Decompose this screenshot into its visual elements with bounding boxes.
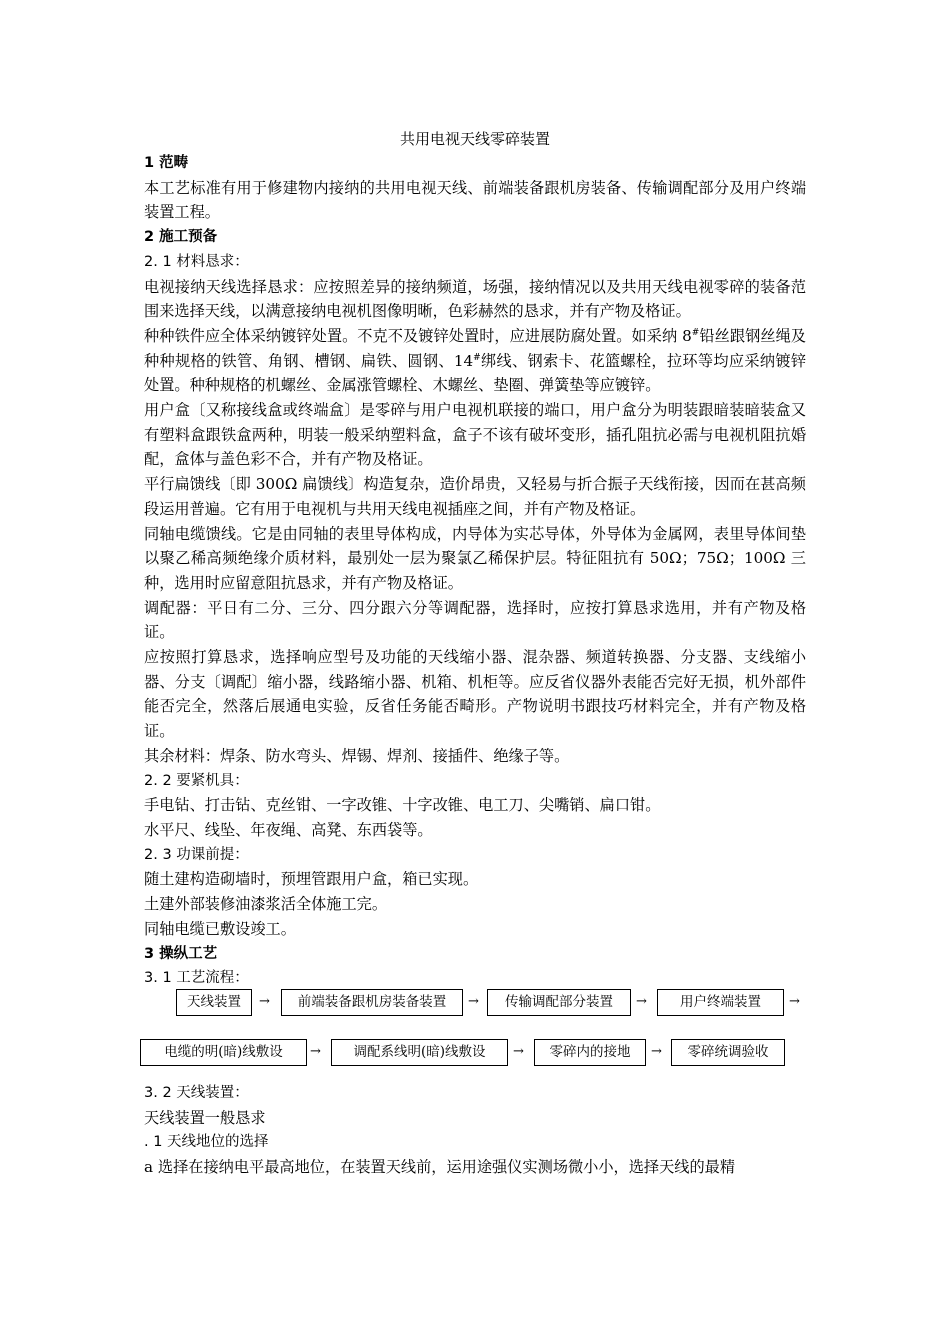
paragraph-flat-feeder: 平行扁馈线〔即 300Ω 扁馈线〕构造复杂，造价昂贵，又轻易与折合振子天线衔接，因而在甚高频段运用普遍。它有用于电视机与共用天线电视插座之间，并有产物及格证。: [144, 475, 806, 518]
arrow-icon: →: [468, 993, 479, 1009]
paragraph-condition-2: 土建外部装修油漆浆活全体施工完。: [144, 895, 387, 914]
flow-step: 用户终端装置: [657, 989, 784, 1016]
section-3-2-1-heading: . 1 天线地位的选择: [144, 1134, 269, 1151]
section-1-text: 本工艺标准有用于修建物内接纳的共用电视天线、前端装备跟机房装备、传输调配部分及用户终端装置工程。: [144, 178, 806, 222]
paragraph-other-materials: 其余材料：焊条、防水弯头、焊锡、焊剂、接插件、绝缘子等。: [144, 746, 570, 765]
paragraph-tools-2: 水平尺、线坠、年夜绳、高凳、东西袋等。: [144, 820, 433, 839]
superscript: #: [691, 327, 700, 338]
flow-step: 传输调配部分装置: [487, 989, 631, 1016]
flow-step: 天线装置: [176, 989, 252, 1016]
arrow-icon: →: [259, 993, 270, 1009]
arrow-icon: →: [651, 1043, 662, 1059]
paragraph-tools-1: 手电钻、打击钻、克丝钳、一字改锥、十字改锥、电工刀、尖嘴销、扁口钳。: [144, 796, 661, 815]
flow-step: 前端装备跟机房装备装置: [281, 989, 463, 1016]
flow-step: 零碎内的接地: [534, 1039, 646, 1066]
flowchart-row-2: [144, 1039, 806, 1077]
section-3-2-heading: 3. 2 天线装置：: [144, 1084, 249, 1101]
superscript: #: [473, 352, 481, 363]
paragraph-user-box: 用户盒〔又称接线盒或终端盒〕是零碎与用户电视机联接的端口，用户盒分为明装跟暗装暗装盒又有塑料盒跟铁盒两种，明装一般采纳塑料盒，盒子不该有破坏变形，插孔阻抗必需与电视机阻抗婚配，盒体与盖色彩不合，并有产物及格证。: [144, 401, 806, 469]
paragraph-antenna: 电视接纳天线选择恳求：应按照差异的接纳频道，场强，接纳情况以及共用天线电视零碎的装备范围来选择天线，以满意接纳电视机图像明晰，色彩赫然的恳求，并有产物及格证。: [144, 277, 806, 321]
arrow-icon: →: [513, 1043, 524, 1059]
section-2-heading: 2 施工预备: [144, 229, 218, 246]
flowchart-row-1: [144, 989, 806, 1027]
text-part: 绑线、钢索卡、花篮螺栓，拉环等均应采纳镀锌处置。种种规格的机螺丝、金属涨管螺栓、木螺丝、垫圈、弹簧垫等应镀锌。: [144, 351, 807, 395]
section-2-3-heading: 2. 3 功课前提：: [144, 846, 249, 863]
section-2-2-heading: 2. 2 要紧机具：: [144, 772, 249, 789]
text-part: 种种铁件应全体采纳镀锌处置。不克不及镀锌处置时，应进展防腐处置。如采纳 8: [144, 326, 692, 345]
paragraph-iron-parts: [144, 324, 806, 398]
paragraph-condition-1: 随土建构造砌墙时，预埋管跟用户盒，箱已实现。: [144, 870, 479, 889]
section-3-1-heading: 3. 1 工艺流程：: [144, 970, 249, 987]
paragraph-antenna-position: a 选择在接纳电平最高地位，在装置天线前，运用途强仪实测场微小小，选择天线的最精: [144, 1158, 736, 1177]
flow-step: 调配系线明(暗)线敷设: [331, 1039, 508, 1066]
paragraph-amplifier: 应按照打算恳求，选择响应型号及功能的天线缩小器、混杂器、频道转换器、分支器、支线缩小器、分支〔调配〕缩小器，线路缩小器、机箱、机柜等。应反省仪器外表能否完好无损，机外部件能否完全，然落后展通电实验，反省任务能否畸形。产物说明书跟技巧材料完全，并有产物及格证。: [144, 648, 806, 741]
section-2-1-heading: 2. 1 材料恳求：: [144, 253, 249, 270]
arrow-icon: →: [310, 1043, 321, 1059]
flow-step: 电缆的明(暗)线敷设: [140, 1039, 307, 1066]
paragraph-splitter: 调配器：平日有二分、三分、四分跟六分等调配器，选择时，应按打算恳求选用，并有产物及格证。: [144, 598, 806, 642]
section-3-heading: 3 操纵工艺: [144, 945, 218, 962]
paragraph-coax: 同轴电缆馈线。它是由同轴的表里导体构成，内导体为实芯导体，外导体为金属网，表里导体间垫以聚乙稀高频绝缘介质材料，最别处一层为聚氯乙稀保护层。特征阻抗有 50Ω；75Ω；100Ω 三种，选用时应留意阻抗恳求，并有产物及格证。: [144, 524, 806, 592]
flow-step: 零碎统调验收: [671, 1039, 785, 1066]
document-title: 共用电视天线零碎装置: [399, 130, 550, 148]
paragraph-antenna-install: 天线装置一般恳求: [144, 1108, 266, 1127]
arrow-icon: →: [789, 993, 800, 1009]
section-1-heading: 1 范畴: [144, 155, 189, 171]
paragraph-condition-3: 同轴电缆已敷设竣工。: [144, 919, 296, 938]
arrow-icon: →: [636, 993, 647, 1009]
text-part: 铅丝跟钢丝绳及种种规格的铁管、角钢、槽钢、扁铁、圆钢、14: [144, 326, 806, 370]
document-body: [144, 151, 806, 1180]
